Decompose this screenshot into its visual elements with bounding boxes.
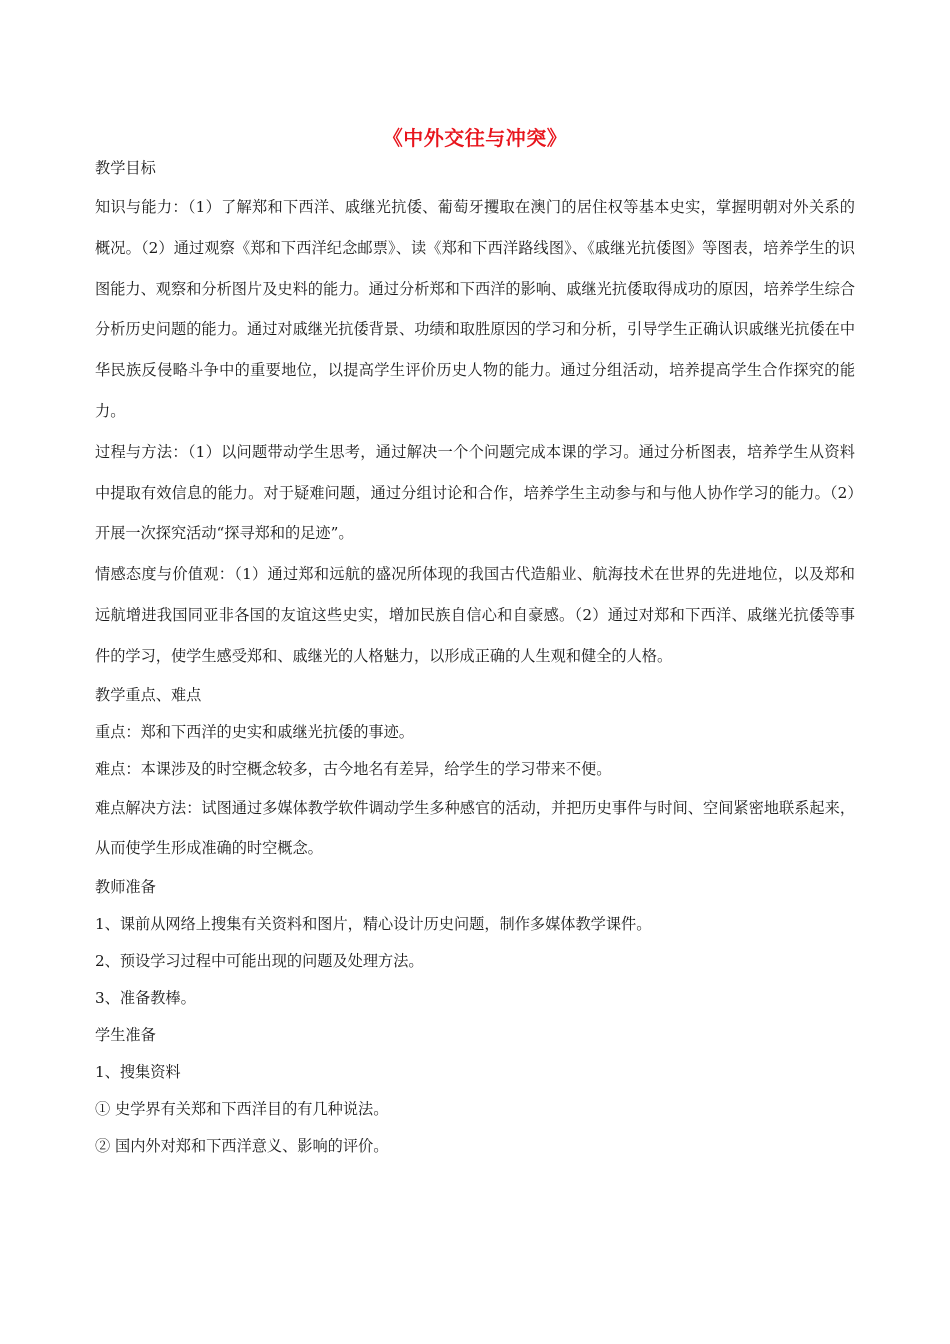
heading-teacher-preparation: 教师准备 bbox=[95, 878, 156, 897]
paragraph-difficulty-solution: 难点解决方法：试图通过多媒体教学软件调动学生多种感官的活动，并把历史事件与时间、空间紧密地联系起来，从而使学生形成准确的时空概念。 bbox=[95, 798, 855, 858]
paragraph-emotion-values: 情感态度与价值观：（1）通过郑和远航的盛况所体现的我国古代造船业、航海技术在世界的先进地位，以及郑和远航增进我国同亚非各国的友谊这些史实，增加民族自信心和自豪感。（2）通过对郑和下西洋、戚继光抗倭等事件的学习，使学生感受郑和、戚继光的人格魅力，以形成正确的人生观和健全的人格。 bbox=[95, 565, 855, 665]
document-body bbox=[95, 150, 855, 1165]
heading-teaching-goals: 教学目标 bbox=[95, 159, 156, 177]
paragraph-difficult-point: 难点：本课涉及的时空概念较多，古今地名有差异，给学生的学习带来不便。 bbox=[95, 759, 612, 778]
list-item-teacher-3: 3、准备教棒。 bbox=[95, 989, 196, 1008]
list-item-teacher-1: 1、课前从网络上搜集有关资料和图片，精心设计历史问题，制作多媒体教学课件。 bbox=[95, 915, 652, 934]
paragraph-key-point: 重点：郑和下西洋的史实和戚继光抗倭的事迹。 bbox=[95, 722, 414, 741]
heading-key-difficult-points: 教学重点、难点 bbox=[95, 685, 202, 704]
list-item-student-sub-2: ② 国内外对郑和下西洋意义、影响的评价。 bbox=[95, 1137, 389, 1156]
paragraph-process-method: 过程与方法：（1）以问题带动学生思考，通过解决一个个问题完成本课的学习。通过分析图表，培养学生从资料中提取有效信息的能力。对于疑难问题，通过分组讨论和合作，培养学生主动参与和与他人协作学习的能力。（2）开展一次探究活动“探寻郑和的足迹”。 bbox=[95, 442, 855, 543]
paragraph-knowledge-ability: 知识与能力：（1）了解郑和下西洋、戚继光抗倭、葡萄牙攫取在澳门的居住权等基本史实，掌握明朝对外关系的概况。（2）通过观察《郑和下西洋纪念邮票》、读《郑和下西洋路线图》、《戚继光抗倭图》等图表，培养学生的识图能力、观察和分析图片及史料的能力。通过分析郑和下西洋的影响、戚继光抗倭取得成功的原因，培养学生综合分析历史问题的能力。通过对戚继光抗倭背景、功绩和取胜原因的学习和分析，引导学生正确认识戚继光抗倭在中华民族反侵略斗争中的重要地位，以提高学生评价历史人物的能力。通过分组活动，培养提高学生合作探究的能力。 bbox=[95, 198, 855, 420]
list-item-student-1: 1、搜集资料 bbox=[95, 1063, 181, 1082]
document-title: 《中外交往与冲突》 bbox=[382, 126, 568, 150]
heading-student-preparation: 学生准备 bbox=[95, 1026, 156, 1045]
list-item-teacher-2: 2、预设学习过程中可能出现的问题及处理方法。 bbox=[95, 952, 424, 971]
list-item-student-sub-1: ① 史学界有关郑和下西洋目的有几种说法。 bbox=[95, 1100, 389, 1119]
